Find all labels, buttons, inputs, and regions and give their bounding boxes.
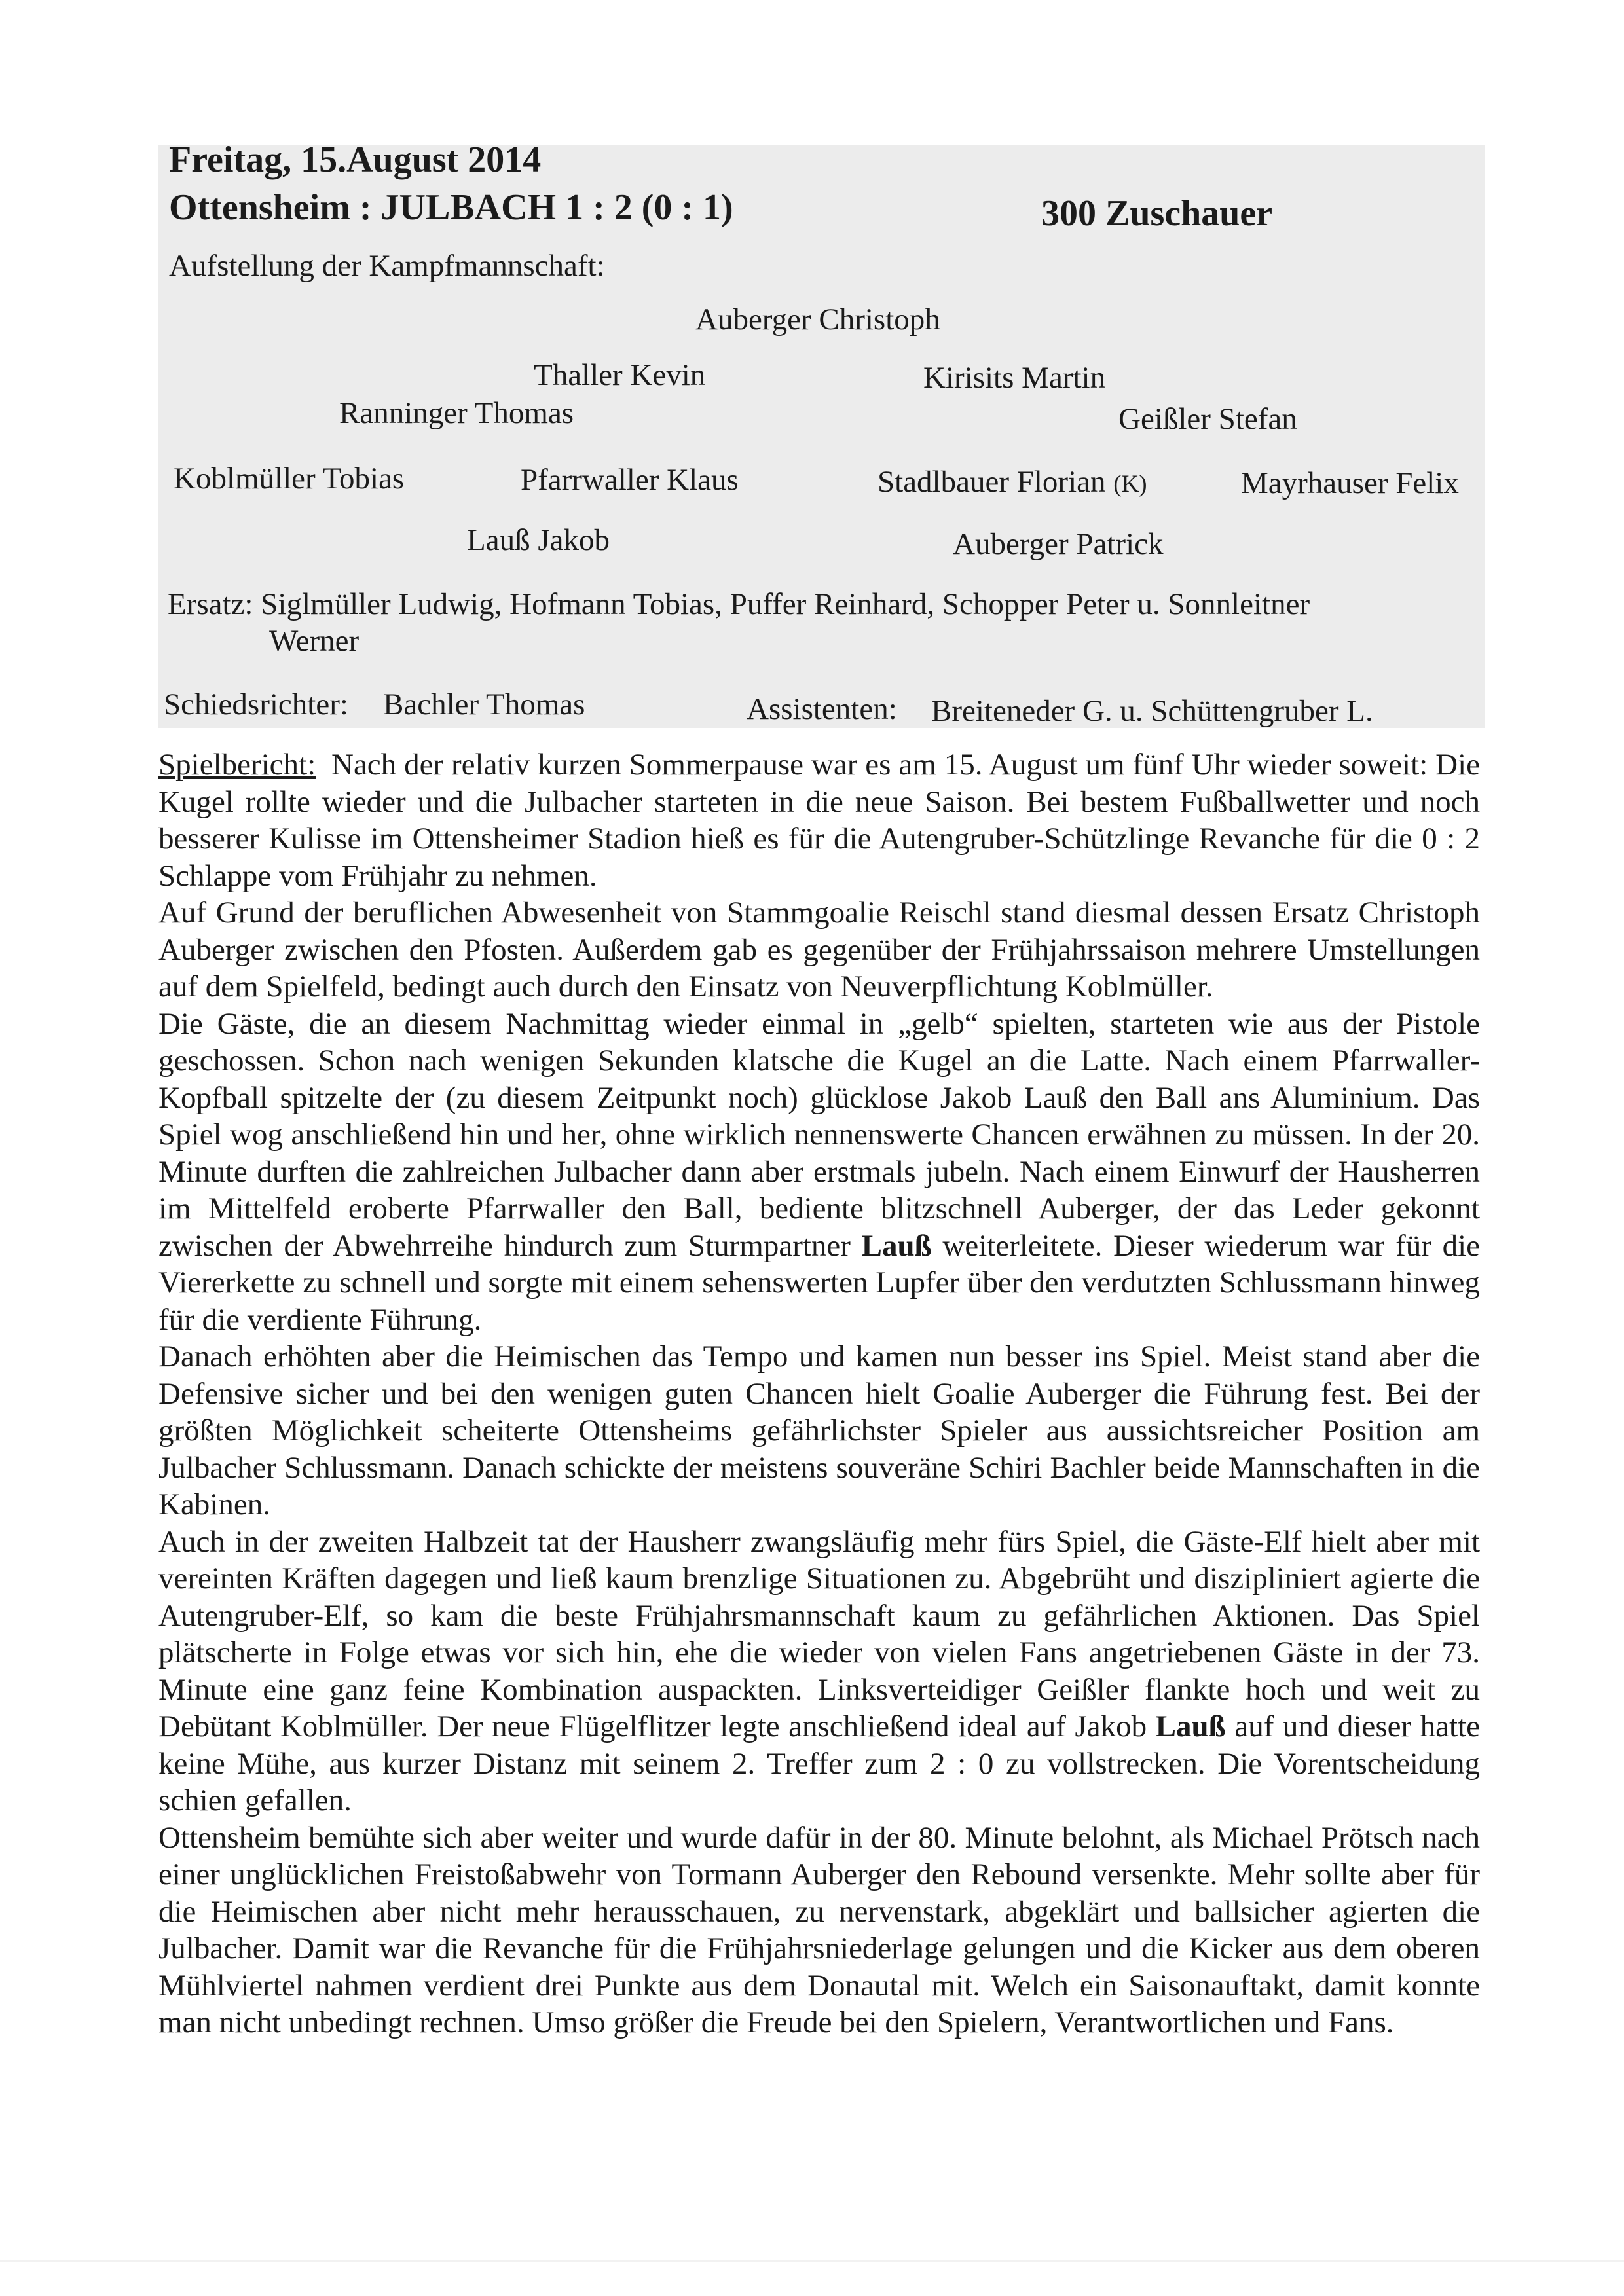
report-paragraph-6: Ottensheim bemühte sich aber weiter und wurde dafür in der 80. Minute belohnt, als Michael Prötsch nach einer unglücklichen Freistoßabwehr von Tormann Auberger den Rebound versenkte. Mehr sollte aber für die Heimischen aber nicht mehr herausschauen, zu nervenstark, abgeklärt und ballsicher agierten die Julbacher. Damit war die Revanche für die Frühjahrsniederlage gelungen und die Kicker aus dem oberen Mühlviertel nahmen verdient drei Punkte aus dem Donautal mit. Welch ein Saisonauftakt, damit konnte man nicht unbedingt rechnen. Umso größer die Freude bei den Spielern, Verantwortlichen und Fans. (158, 1820, 1480, 2039)
spectators-count: 300 Zuschauer (1041, 193, 1273, 234)
player-midfield-3-name: Stadlbauer Florian (877, 465, 1106, 499)
report-paragraph-4: Danach erhöhten aber die Heimischen das Tempo und kamen nun besser ins Spiel. Meist stand aber die Defensive sicher und bei den wenigen guten Chancen hielt Goalie Auberger die Führung fest. Bei der größten Möglichkeit scheiterte Ottensheims gefährlichster Spieler aus aussichtsreicher Position am Julbacher Schlussmann. Danach schickte der meistens souveräne Schiri Bachler beide Mannschaften in die Kabinen. (158, 1339, 1480, 1522)
assistants-label: Assistenten: (747, 692, 897, 726)
player-midfield-4: Mayrhauser Felix (1241, 466, 1459, 500)
report-paragraph-3: Die Gäste, die an diesem Nachmittag wieder einmal in „gelb“ spielten, starteten wie aus der Pistole geschossen. Schon nach wenigen Sekunden klatsche die Kugel an die Latte. Nach einem Pfarrwaller-Kopfball spitzelte der (zu diesem Zeitpunkt noch) glücklose Jakob Lauß den Ball ans Aluminium. Das Spiel wog anschließend hin und her, ohne wirklich nennenswerte Chancen erwähnen zu müssen. In der 20. Minute durften die zahlreichen Julbacher dann aber erstmals jubeln. Nach einem Einwurf der Hausherren im Mittelfeld eroberte Pfarrwaller den Ball, bediente blitzschnell Auberger, der das Leder gekonnt zwischen der Abwehrreihe hindurch zum Sturmpartner Lauß weiterleitete. Dieser wiederum war für die Viererkette zu schnell und sorgte mit einem sehenswerten Lupfer über den verdutzten Schlussmann hinweg für die verdiente Führung. (158, 1006, 1480, 1337)
substitutes-line-2: Werner (269, 624, 360, 658)
scan-edge-line (0, 2260, 1624, 2262)
report-heading: Spielbericht: (158, 748, 316, 782)
report-paragraph-1: Spielbericht: Nach der relativ kurzen Sommerpause war es am 15. August um fünf Uhr wieder soweit: Die Kugel rollte wieder und die Julbacher starteten in die neue Saison. Bei bestem Fußballwetter und noch besserer Kulisse im Ottensheimer Stadion hieß es für die Autengruber-Schützlinge Revanche für die 0 : 2 Schlappe vom Frühjahr zu nehmen. (158, 748, 1480, 893)
player-forward-left: Lauß Jakob (467, 523, 610, 557)
captain-marker: (K) (1113, 471, 1147, 498)
player-defense-left: Ranninger Thomas (339, 396, 574, 430)
match-report (158, 746, 1480, 2041)
substitutes-label: Ersatz: (168, 587, 253, 621)
report-paragraph-5: Auch in der zweiten Halbzeit tat der Hausherr zwangsläufig mehr fürs Spiel, die Gäste-Elf hielt aber mit vereinten Kräften dagegen und ließ kaum brenzlige Situationen zu. Abgebrüht und diszipliniert agierte die Autengruber-Elf, so kam die beste Frühjahrsmannschaft kaum zu gefährlichen Aktionen. Das Spiel plätscherte in Folge etwas vor sich hin, ehe die wieder von vielen Fans angetriebenen Gäste in der 73. Minute eine ganz feine Kombination auspackten. Linksverteidiger Geißler flankte hoch und weit zu Debütant Koblmüller. Der neue Flügelflitzer legte anschließend ideal auf Jakob Lauß auf und dieser hatte keine Mühe, aus kurzer Distanz mit seinem 2. Treffer zum 2 : 0 zu vollstrecken. Die Vorentscheidung schien gefallen. (158, 1524, 1481, 1817)
substitutes-line-1: Siglmüller Ludwig, Hofmann Tobias, Puffer Reinhard, Schopper Peter u. Sonnleitner (261, 587, 1310, 621)
date-heading: Freitag, 15.August 2014 (169, 139, 542, 180)
player-defense-center-right: Kirisits Martin (923, 361, 1106, 395)
referee-label: Schiedsrichter: (164, 687, 348, 721)
player-defense-right: Geißler Stefan (1118, 402, 1297, 436)
report-paragraph-2: Auf Grund der beruflichen Abwesenheit von Stammgoalie Reischl stand diesmal dessen Ersatz Christoph Auberger zwischen den Pfosten. Außerdem gab es gegenüber der Frühjahrssaison mehrere Umstellungen auf dem Spielfeld, bedingt auch durch den Einsatz von Neuverpflichtung Koblmüller. (158, 896, 1480, 1004)
assistants-names: Breiteneder G. u. Schüttengruber L. (931, 694, 1373, 728)
player-midfield-2: Pfarrwaller Klaus (521, 463, 739, 497)
lineup-label: Aufstellung der Kampfmannschaft: (169, 249, 605, 283)
match-result-heading: Ottensheim : JULBACH 1 : 2 (0 : 1) (169, 187, 733, 228)
referee-name: Bachler Thomas (383, 687, 585, 721)
substitutes-block (168, 586, 1477, 659)
player-defense-center-left: Thaller Kevin (534, 358, 706, 392)
player-midfield-1: Koblmüller Tobias (174, 462, 405, 496)
player-midfield-3 (877, 464, 1147, 503)
player-goalkeeper: Auberger Christoph (695, 302, 940, 337)
player-forward-right: Auberger Patrick (953, 527, 1164, 561)
